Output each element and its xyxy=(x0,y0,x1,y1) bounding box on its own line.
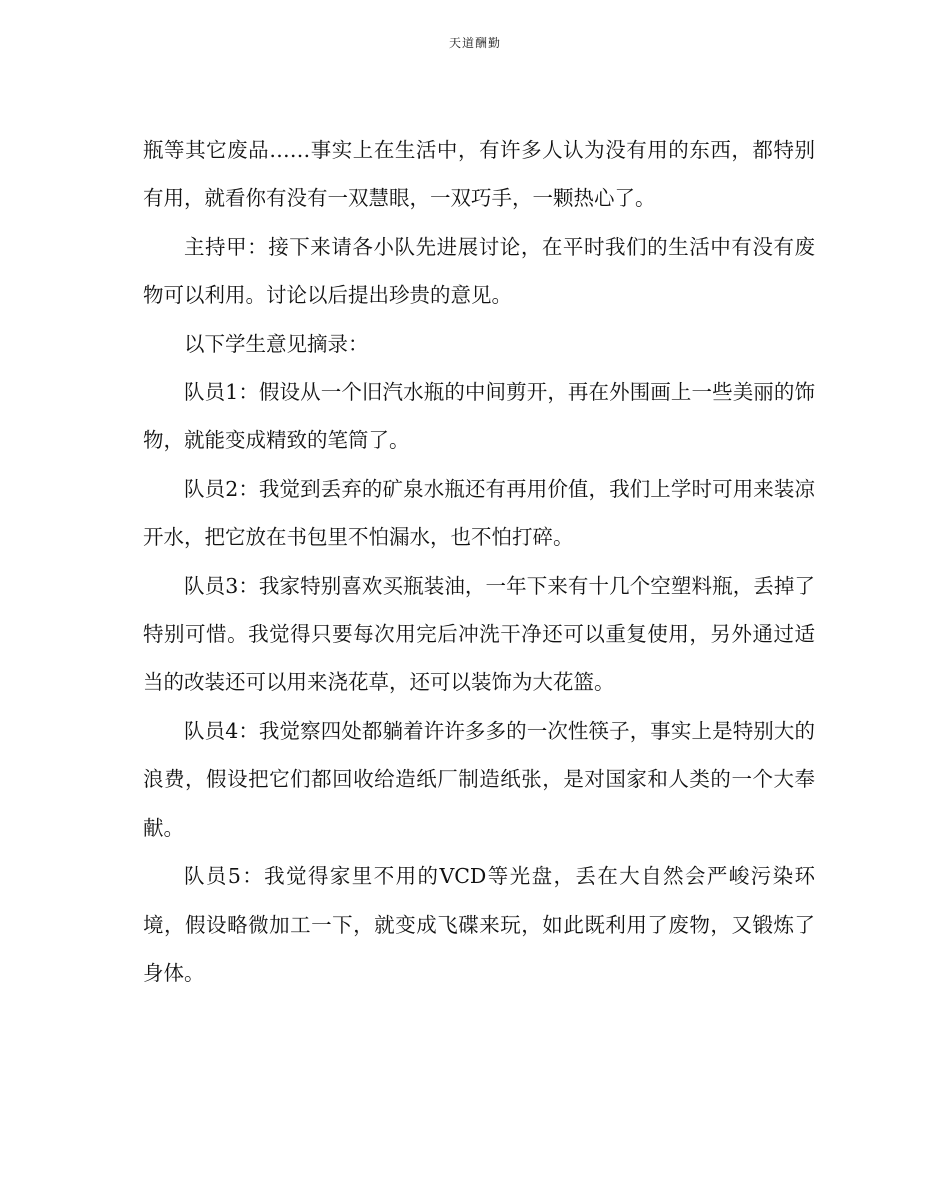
paragraph-8: 队员5：我觉得家里不用的VCD等光盘，丢在大自然会严峻污染环境，假设略微加工一下，就变成飞碟来玩，如此既利用了废物，又锻炼了身体。 xyxy=(143,864,815,985)
paragraph-2: 主持甲：接下来请各小队先进展讨论，在平时我们的生活中有没有废物可以利用。讨论以后提出珍贵的意见。 xyxy=(143,234,815,308)
paragraph-7: 队员4：我觉察四处都躺着许许多多的一次性筷子，事实上是特别大的浪费，假设把它们都回收给造纸厂制造纸张，是对国家和人类的一个大奉献。 xyxy=(143,718,815,840)
document-body xyxy=(143,126,815,997)
paragraph-6: 队员3：我家特别喜欢买瓶装油，一年下来有十几个空塑料瓶，丢掉了特别可惜。我觉得只要每次用完后冲洗干净还可以重复使用，另外通过适当的改装还可以用来浇花草，还可以装饰为大花篮。 xyxy=(143,573,815,695)
paragraph-1: 瓶等其它废品……事实上在生活中，有许多人认为没有用的东西，都特别有用，就看你有没有一双慧眼，一双巧手，一颗热心了。 xyxy=(143,138,815,211)
paragraph-4: 队员1：假设从一个旧汽水瓶的中间剪开，再在外围画上一些美丽的饰物，就能变成精致的笔筒了。 xyxy=(143,380,815,453)
page-header: 天道酬勤 xyxy=(448,36,501,50)
paragraph-5: 队员2：我觉到丢弃的矿泉水瓶还有再用价值，我们上学时可用来装凉开水，把它放在书包里不怕漏水，也不怕打碎。 xyxy=(143,476,815,550)
paragraph-3: 以下学生意见摘录： xyxy=(184,331,369,356)
